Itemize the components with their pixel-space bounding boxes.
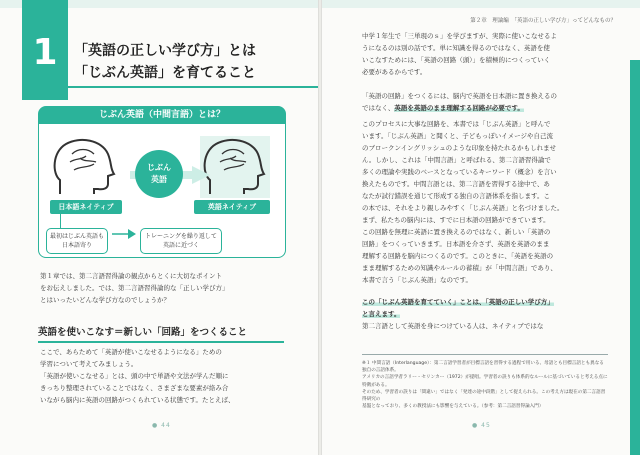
p3-line: このプロセスに大事な回路を、本書では「じぶん英語」と呼んで: [362, 120, 551, 128]
chapter-title: [74, 40, 256, 84]
intro-line: をお伝えしました。では、第二言語習得論的な「正しい学び方」: [40, 284, 229, 292]
title-rule: [22, 86, 318, 88]
p3-line: 多くの理論や実践のベースとなっているキーワード（概念）を言い: [362, 168, 557, 176]
notes-rule: [362, 354, 608, 355]
section-line: 学習について考えてみましょう。: [40, 360, 138, 368]
p3-line: この回路を無理に英語に置き換えるのではなく、新しい「英語の: [362, 228, 551, 236]
footnotes: [362, 360, 608, 410]
title-line-1: 「英語の正しい学び方」とは: [74, 43, 256, 59]
p3-line: ん。しかし、これは「中間言語」と呼ばれる、第二言語習得論で: [362, 156, 551, 164]
title-line-2: 「じぶん英語」を育てること: [74, 65, 256, 81]
section-line: ここで、あらためて「英語が使いこなせるようになる」ための: [40, 348, 222, 356]
p3-line: なたが試行錯誤を通じて形成する独自の言語体系を指します。こ: [362, 192, 550, 200]
p1-line: 必要があるからです。: [362, 68, 427, 76]
p3-line: 換えたものです。中間言語とは、第二言語を習得する途中で、あ: [362, 180, 550, 188]
p3-line: 本書で言う「じぶん英語」なのです。: [362, 276, 472, 284]
highlight-line: [362, 308, 612, 320]
page-number: ● 45: [472, 422, 491, 429]
p3-line: います。「じぶん英語」と聞くと、子どもっぽいイメージや自己流: [362, 132, 554, 140]
section-line: 「英語が使いこなせる」とは、頭の中で単語や文法が学んだ順に: [40, 372, 229, 380]
p3-line: のブロークンイングリッシュのような印象を持たれるかもしれませ: [362, 144, 557, 152]
highlight-text: と言えます。: [362, 310, 401, 318]
section-paragraph: [40, 346, 286, 406]
section-heading: 英語を使いこなす＝新しい「回路」をつくること: [38, 324, 284, 343]
paragraph-1: [362, 30, 612, 78]
page-number: ● 44: [152, 422, 171, 429]
diagram-title: じぶん英語（中間言語）とは？: [38, 106, 286, 124]
section-line: いながら脳内に英語の回路がつくられている状態です。たとえば、: [40, 396, 235, 404]
chapter-number: 1: [32, 32, 58, 73]
p1-line: いこなすためには、「英語の回路（頭）」を積極的につくっていく: [362, 56, 551, 64]
p1-line: うになるのは別の話です。単に知識を得るのではなく、英語を使: [362, 44, 550, 52]
jibun-eigo-circle: [135, 150, 183, 198]
top-decoration: [322, 0, 640, 8]
right-page: [322, 0, 640, 455]
circle-line-2: 英語: [151, 175, 167, 184]
paragraph-3: [362, 118, 612, 286]
p3-line: まず、私たちの脳内には、すでに日本語の回路ができています。: [362, 216, 550, 224]
p3-line: の本では、それをより親しみやすく「じぶん英語」と名づけました。: [362, 204, 564, 212]
note-line: そのため、学習者の誤りは「間違い」ではなく「発達の途中段階」として捉えられる。この考え方は現在の第二言語習得研究の: [362, 389, 606, 403]
side-tab: [630, 60, 640, 455]
note-line: 基盤となっており、多くの教授法にも影響を与えている。（参考：第二言語習得論入門）: [362, 404, 544, 410]
running-head: 第２章 理論編 「英語の正しい学び方」ってどんなもの？: [470, 18, 616, 24]
intro-line: とはいったいどんな学び方なのでしょうか？: [40, 296, 170, 304]
p3-line: 理解する回路を脳内につくるのです。このときに、「英語を英語の: [362, 252, 554, 260]
note-line: ※１ 中間言語（Interlanguage）：第二言語学習者が目標言語を習得する過程で用いる、母語とも目標言語とも異なる独自の言語体系。: [362, 361, 604, 374]
p2-line: [362, 102, 612, 114]
english-native-tag: 英語ネイティブ: [194, 200, 270, 214]
highlight-line: [362, 296, 612, 308]
section-line: きっちり整理されていることではなく、さまざまな要素が絡み合: [40, 384, 229, 392]
left-page: [0, 0, 318, 455]
circle-line-1: じぶん: [147, 163, 171, 172]
paragraph-2: [362, 90, 612, 114]
left-callout: 最初はじぶん英語も日本語寄り: [46, 228, 108, 254]
right-callout: トレーニングを繰り返して英語に近づく: [140, 228, 222, 254]
intro-paragraph: [40, 270, 286, 306]
p3-line: 回路」をつくっていきます。日本語を介さず、英語を英語のまま: [362, 240, 550, 248]
p4-line: 第二言語として英語を身につけている人は、ネイティブではな: [362, 322, 544, 330]
japanese-head-icon: [50, 136, 120, 198]
note-line: アメリカの言語学者ラリー・セリンカー（1972）が提唱。学習者の誤りも体系的なルールに基づいていると考える点に特徴がある。: [362, 375, 608, 388]
english-head-icon: [200, 136, 270, 198]
highlight-text: 英語を英語のまま理解する回路が必要です。: [394, 104, 524, 112]
chapter-tab: [22, 0, 68, 100]
intro-line: 第１章では、第二言語習得論の観点からとくに大切なポイント: [40, 272, 222, 280]
highlight-text: この「じぶん英語を育てていく」ことは、「英語の正しい学び方」: [362, 298, 554, 306]
p2-line: 「英語の回路」をつくるには、脳内で英語を日本語に置き換えるの: [362, 92, 557, 100]
japanese-native-tag: 日本語ネイティブ: [50, 200, 122, 214]
p3-line: まま理解するための知識やルールの蓄積」が「中間言語」であり、: [362, 264, 557, 272]
p1-line: 中学１年生で「三単現のｓ」を学びますが、実際に使いこなせるよ: [362, 32, 557, 40]
p2-line-start: ではなく、: [362, 104, 395, 112]
highlight-paragraph: [362, 296, 612, 332]
small-arrow-icon: [112, 228, 136, 240]
